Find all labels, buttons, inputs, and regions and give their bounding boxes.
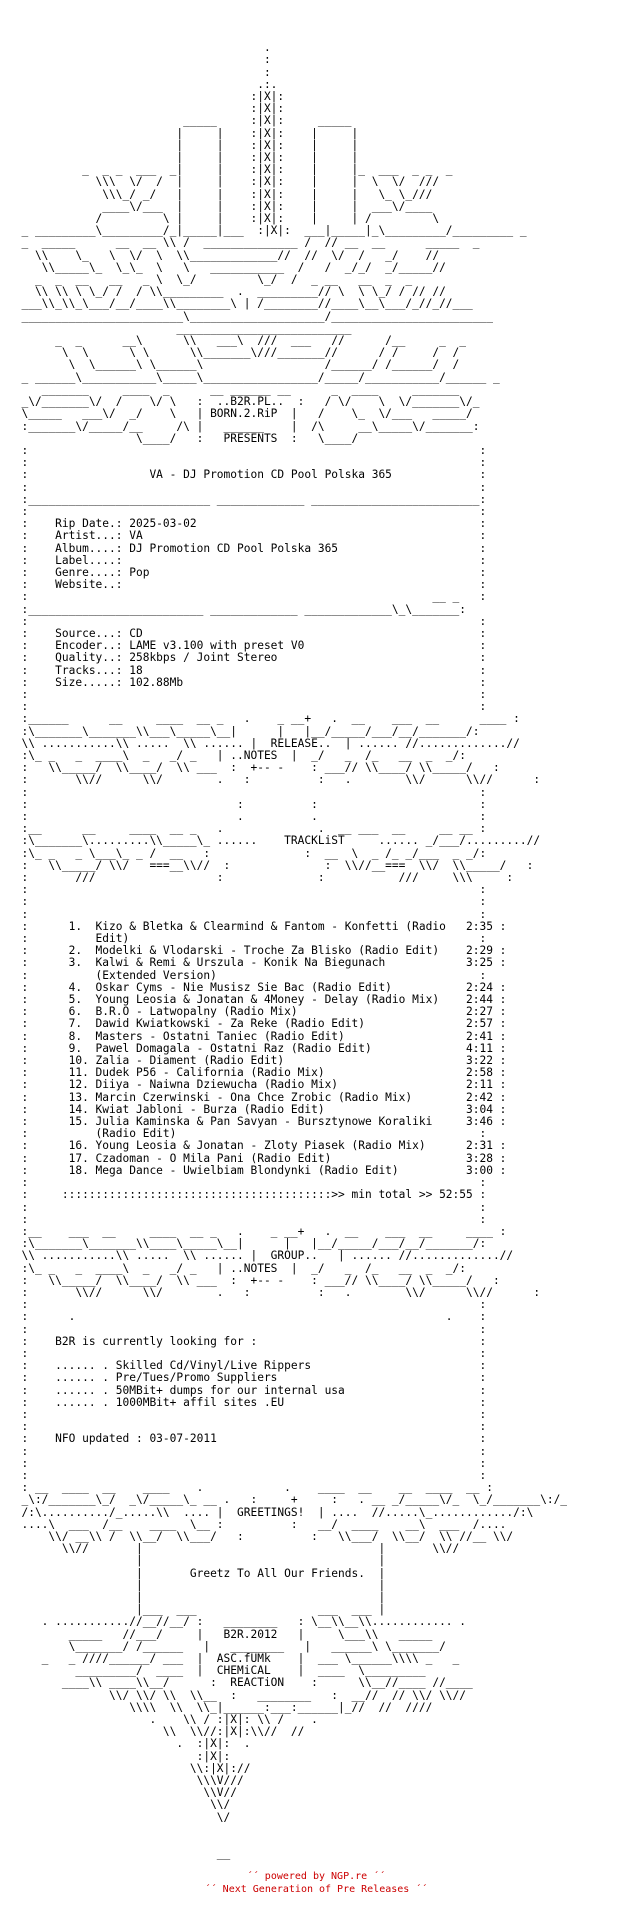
nfo-ascii-document: . : : .:. :|X|: :|X|: _____ :|X|: _____ | | :|X|: | | | | :|X|: | | | | :|X|: | | _ _ _ ___ _| | :|X|: | |_ ___ _ _ _ \\\ \/ / | | :|X|: | | \ \/ /// \\\_/ _/ | | :|X|: | | \_ \_/// ____\/___ | | :|X|: | | ___\/____ / \ | | :|X|: | | / \ _ _________\_________/_|_____|___ :|X|: ___|_____|_\_________/_________ _ _ _____ __ __ \\ / ______________ / // __ __ _____ _ \\ \_ \ \/ \ \\_____________// // \/ / _/ // \\_____\_ \_\_ \ \ ___________ / / _/_/ _/_____// _ _ __ __ _ \ \_/ \_/ / _ __ __ _ _ \\ \\ \ \_/ / / \\_________ . _________// \ \ \_/ / // // ___\\_\\_\___/__/____\\________\ | /________//____\__\___/_//_//___ ________________________\____________________/________________________ __________________________ _ _ __\ \\ ___\ /// ___ // /__ _ _ \ \ \ \ \\_______\///_______// / / / / \ \______\ \______\ /______/ /______/ / _ ______\___________\_____\_________________/_____/___________/______ _ _______ ____ _ __ ______ __ _ ____ _______ _\/_______\/ / \/ \ : ..B2R.PL.. : / \/ \ \/_______\/_ \_____ ___\/ _/ \ | BORN.2.RiP | / \_ \/___ _____/ :_______\/_____/__ /\ | ______ | /\ __\_____\/_______: \____/ : PRESENTS : \____/ : : : : : VA - DJ Promotion CD Pool Polska 365 : : : :___________________________ _____________ _________________________: : : : Rip Date.: 2025-03-02 : : Artist...: VA : : Album....: DJ Promotion CD Pool Polska 365 : : Label....: : : Genre....: Pop : : Website..: : : __ _ : :__________________________ _____________ _____________\_\_______: : : : Source...: CD : : Encoder..: LAME v3.100 with preset V0 : : Quality..: 258kbps / Joint Stereo : : Tracks...: 18 : : Size.....: 102.88Mb : : : : : :______ __ ____ __ _ . _ __+ . __ ___ __ ____ : :\_______\_______\\___\_____\__| | |__/_____/___/__/_______/: \\ ...........\\ ..... \\ ...... | RELEASE.. | ...... //.............// :\_ _ _ ____\ _ _/ _ | ..NOTES | _/ _ /_ __ _ _/: : \\_____/ \\____/ \\ ___ : +-- - : ___// \\____/ \\_____/ : : \\// \\/ . : : . \\/ \\// : : : : : : : : . . : :__ __ ____ __ _ . . __ ___ __ __ __ : :\_______\.........\\_____\_ ...... TRACKLiST ...... _/___/.........// :\_ _ _ \___\_ _ / __ : : __ \ _ /_ _/___ _ _/: : \\_____/ \\/ ===__\\// : : \\//__=== \\/ \\_____/ : : /// : : /// \\\ : : : : : : : : 1. Kizo & Bletka & Clearmind & Fantom - Konfetti (Radio 2:35 : : Edit) : : 2. Modelki & Vlodarski - Troche Za Blisko (Radio Edit) 2:29 : : 3. Kalwi & Remi & Urszula - Konik Na Biegunach 3:25 : : (Extended Version) : : 4. Oskar Cyms - Nie Musisz Sie Bac (Radio Edit) 2:24 : : 5. Young Leosia & Jonatan & 4Money - Delay (Radio Mix) 2:44 : : 6. B.R.O - Latwopalny (Radio Mix) 2:27 : : 7. Dawid Kwiatkowski - Za Reke (Radio Edit) 2:57 : : 8. Masters - Ostatni Taniec (Radio Edit) 2:41 : : 9. Pawel Domagala - Ostatni Raz (Radio Edit) 4:11 : : 10. Zalia - Diament (Radio Edit) 3:22 : : 11. Dudek P56 - California (Radio Mix) 2:58 : : 12. Diiya - Naiwna Dziewucha (Radio Mix) 2:11 : : 13. Marcin Czerwinski - Ona Chce Zrobic (Radio Mix) 2:42 : : 14. Kwiat Jabloni - Burza (Radio Edit) 3:04 : : 15. Julia Kaminska & Pan Savyan - Bursztynowe Koraliki 3:46 : : (Radio Edit) : : 16. Young Leosia & Jonatan - Zloty Piasek (Radio Mix) 2:31 : : 17. Czadoman - O Mila Pani (Radio Edit) 3:28 : : 18. Mega Dance - Uwielbiam Blondynki (Radio Edit) 3:00 : : : : ::::::::::::::::::::::::::::::::::::::::>> min total >> 52:55 : : : : : :__ ___ __ ____ __ _ . _ __+ . __ ___ __ ____ : :\_______\_______\\____\_____\__| | |__/_____/___/__/_______/: \\ ...........\\ ..... \\ ...... | GROUP.. | ...... //.............// :\_ _ _ ____\ _ _/ _ | ..NOTES | _/ _ /_ __ _ _/: : \\_____/ \\____/ \\ ___ : +-- - : ___// \\____/ \\_____/ : : \\// \\/ . : : . \\/ \\// : : : : . . : : : : B2R is currently looking for : : : : : ...... . Skilled Cd/Vinyl/Live Rippers : : ...... . Pre/Tues/Promo Suppliers : : ...... . 50MBit+ dumps for our internal usa : : ...... . 1000MBit+ affil sites .EU : : : : : : NFO updated : 03-07-2011 : : : : : : : : __ ____ __ ____ . . ____ __ __ ____ __ : _\:/_______\_/ _\/_____\_ __ . : + : . __ _/_____\/_ \_/_______\:/_ /:\........../_.....\\ .... | GREETINGS! | .... //.....\_............/:\ ....\ ___ /__ ____ \__ : : __/ ____ __\ ___ /.... \\/ __\\ / \\__/ \\___/ : : \\___/ \\__/ \\ //__ \\/ \\// | | \\// | | | Greetz To All Our Friends. | | | | | |___ ___ ___ ___ | . ...........//__//__/ : ________ : \__\\__\\............ . _____ //___/ | B2R.2012 | \___\\ _____ \_______/ /______ | ________ | ______\ \_______/ _ _ ////______/ ___ | ASC.fUMk | ___ \______\\\\ _ _ _________/ ____ | CHEMiCAL | ____ \_________ ____\\ ____\\__/ : REACTiON : \\__//____ //____ \\/ \\/ \\ \\__ : ________ : __// // \\/ \\// \\\\ \\ \\_|______:___:______|_// // //// . \\ / :|X|: \\ / . \\ \\//:|X|:\\// // . :|X|: . :|X|: \\:|X|:// \\\V/// \\V// \\/ \/ __	[21, 41, 568, 1861]
tagline-text: ´´ Next Generation of Pre Releases ´´	[204, 1884, 428, 1895]
footer	[0, 1870, 632, 1896]
powered-by-text: ´´ powered by NGP.re ´´	[246, 1871, 386, 1882]
